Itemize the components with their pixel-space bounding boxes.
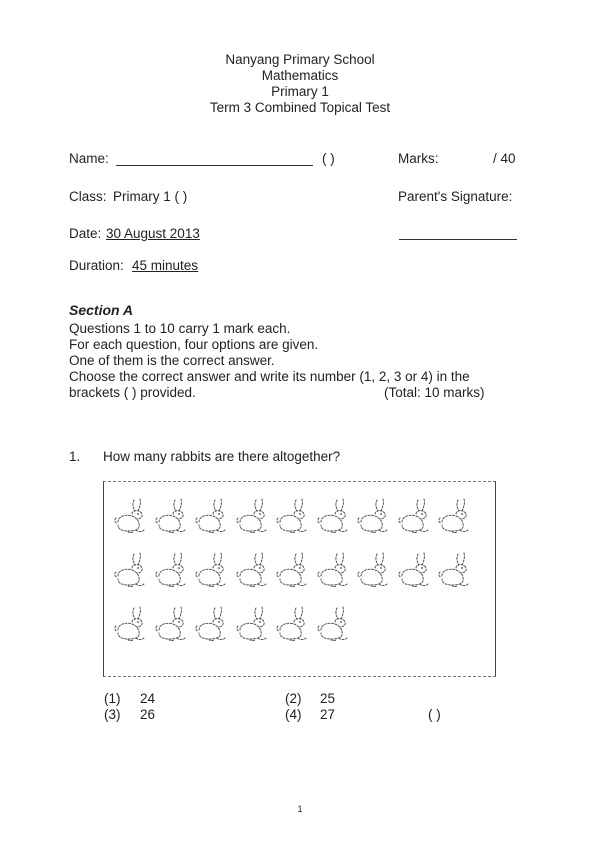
instruction-line: One of them is the correct answer. xyxy=(69,353,275,368)
rabbit-icon xyxy=(436,496,474,536)
marks-total: / 40 xyxy=(493,151,516,166)
rabbit-icon xyxy=(112,604,150,644)
option-number: (4) xyxy=(285,707,302,722)
rabbit-icon xyxy=(193,604,231,644)
instruction-line: brackets ( ) provided. xyxy=(69,385,196,400)
rabbit-icon xyxy=(436,550,474,590)
option-number: (1) xyxy=(104,691,121,706)
rabbit-icon xyxy=(234,604,272,644)
rabbit-icon xyxy=(153,604,191,644)
rabbit-icon xyxy=(315,496,353,536)
signature-line[interactable] xyxy=(399,239,517,240)
index-brackets: ( ) xyxy=(322,151,335,166)
name-label: Name: xyxy=(69,151,109,166)
section-total: (Total: 10 marks) xyxy=(384,385,485,400)
duration-value: 45 minutes xyxy=(132,258,199,273)
instruction-line: Questions 1 to 10 carry 1 mark each. xyxy=(69,321,291,336)
rabbit-icon xyxy=(396,550,434,590)
section-title: Section A xyxy=(69,302,134,318)
instruction-line: Choose the correct answer and write its number (1, 2, 3 or 4) in the xyxy=(69,369,470,384)
marks-label: Marks: xyxy=(398,151,439,166)
rabbit-icon xyxy=(396,496,434,536)
option-value: 25 xyxy=(320,691,336,706)
option-number: (2) xyxy=(285,691,302,706)
test-title: Term 3 Combined Topical Test xyxy=(209,100,391,115)
rabbit-icon xyxy=(274,550,312,590)
rabbit-icon xyxy=(112,496,150,536)
duration-label: Duration: xyxy=(69,258,124,273)
page-number: 1 xyxy=(297,804,303,814)
option-value: 24 xyxy=(140,691,156,706)
question-number: 1. xyxy=(69,449,81,464)
rabbit-picture-box xyxy=(103,481,496,677)
answer-brackets[interactable]: ( ) xyxy=(428,707,441,722)
class-value: Primary 1 ( ) xyxy=(113,189,188,204)
date-label: Date: xyxy=(69,226,102,241)
option-number: (3) xyxy=(104,707,121,722)
class-label: Class: xyxy=(69,189,107,204)
rabbit-icon xyxy=(355,550,393,590)
rabbit-icon xyxy=(355,496,393,536)
question-text: How many rabbits are there altogether? xyxy=(103,449,341,464)
subject: Mathematics xyxy=(261,68,339,83)
rabbit-icon xyxy=(153,550,191,590)
rabbit-icon xyxy=(234,550,272,590)
rabbit-icon xyxy=(193,496,231,536)
rabbit-icon xyxy=(315,550,353,590)
option-value: 27 xyxy=(320,707,336,722)
rabbit-icon xyxy=(315,604,353,644)
rabbit-icon xyxy=(153,496,191,536)
rabbit-icon xyxy=(274,604,312,644)
rabbit-icon xyxy=(193,550,231,590)
level: Primary 1 xyxy=(271,84,329,99)
date-value: 30 August 2013 xyxy=(106,226,200,241)
parent-signature-label: Parent's Signature: xyxy=(398,189,513,204)
rabbit-icon xyxy=(112,550,150,590)
rabbit-icon xyxy=(274,496,312,536)
instruction-line: For each question, four options are given. xyxy=(69,337,319,352)
name-line[interactable] xyxy=(116,165,313,166)
option-value: 26 xyxy=(140,707,156,722)
school-name: Nanyang Primary School xyxy=(225,52,375,67)
rabbit-icon xyxy=(234,496,272,536)
